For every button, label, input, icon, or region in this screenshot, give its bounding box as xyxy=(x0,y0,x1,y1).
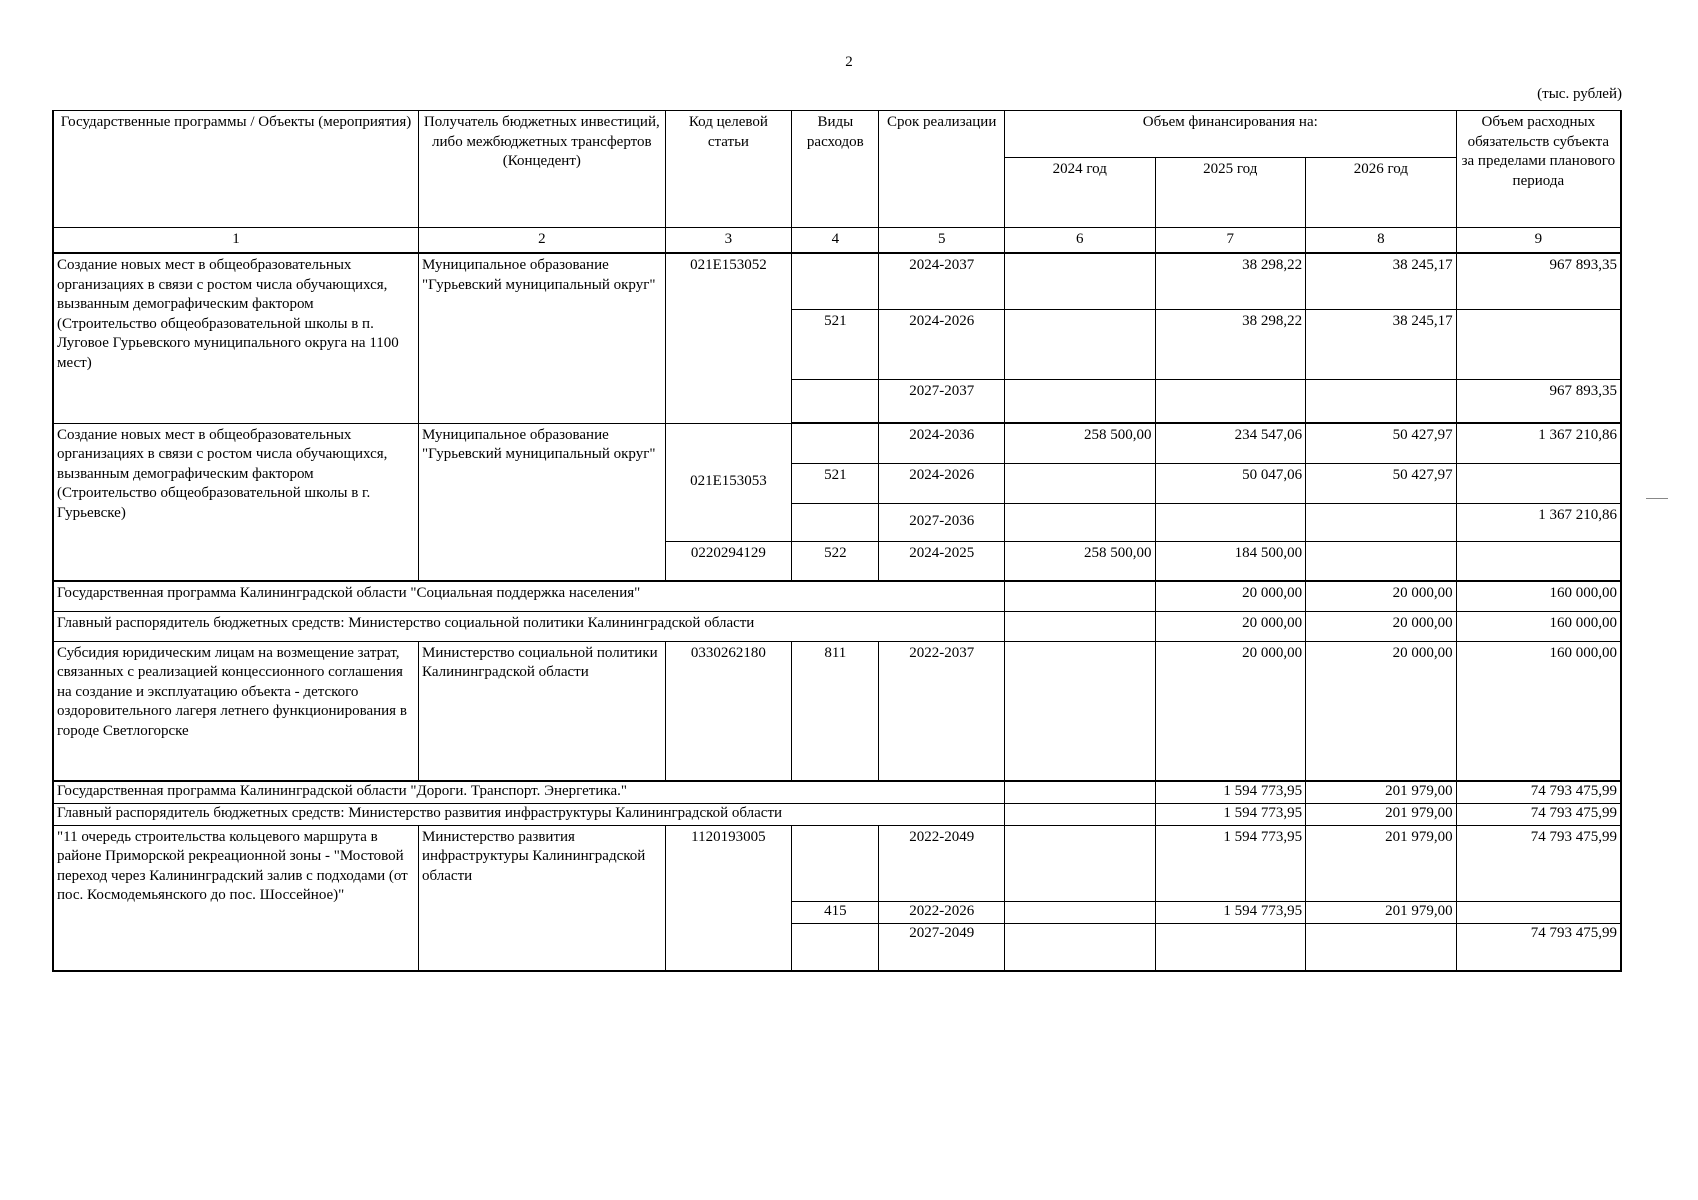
amount-2026: 50 427,97 xyxy=(1306,463,1457,503)
amount-2025: 50 047,06 xyxy=(1155,463,1306,503)
administrator-title: Главный распорядитель бюджетных средств: Министерство социальной политики Калининградской области xyxy=(53,611,1004,641)
amount-2024 xyxy=(1004,641,1155,781)
period-cell: 2024-2026 xyxy=(879,309,1004,379)
amount-2024 xyxy=(1004,503,1155,541)
amount-beyond: 74 793 475,99 xyxy=(1456,825,1621,901)
amount-2024: 258 500,00 xyxy=(1004,541,1155,581)
amount-2024 xyxy=(1004,611,1155,641)
table-row xyxy=(53,253,1621,309)
amount-2024 xyxy=(1004,923,1155,971)
object-name: Создание новых мест в общеобразовательных организациях в связи с ростом числа обучающихся, вызванным демографическим фактором (Строительство общеобразовательной школы в п. Луговое Гурьевского муниципального округа на 1100 мест) xyxy=(53,253,419,423)
period-cell: 2027-2036 xyxy=(879,503,1004,541)
object-name: Создание новых мест в общеобразовательных организациях в связи с ростом числа обучающихся, вызванным демографическим фактором (Строительство общеобразовательной школы в г. Гурьевске) xyxy=(53,423,419,581)
object-name: "11 очередь строительства кольцевого маршрута в районе Приморской рекреационной зоны - "Мостовой переход через Калининградский залив с подходами (от пос. Космодемьянского до пос. Шоссейное)" xyxy=(53,825,419,971)
target-code: 021E153053 xyxy=(665,423,792,541)
amount-2025: 1 594 773,95 xyxy=(1155,901,1306,923)
header-beyond-period: Объем расходных обязательств субъекта за пределами планового периода xyxy=(1456,111,1621,228)
amount-2026: 50 427,97 xyxy=(1306,423,1457,463)
column-number: 2 xyxy=(419,228,666,254)
amount-2026: 201 979,00 xyxy=(1306,781,1457,803)
table-row xyxy=(53,825,1621,901)
expense-type-cell xyxy=(792,423,879,463)
amount-2024 xyxy=(1004,803,1155,825)
expense-type-cell: 811 xyxy=(792,641,879,781)
header-year-2024: 2024 год xyxy=(1004,158,1155,228)
amount-2026 xyxy=(1306,379,1457,423)
amount-2026: 38 245,17 xyxy=(1306,253,1457,309)
header-programs: Государственные программы / Объекты (мероприятия) xyxy=(53,111,419,228)
recipient-name: Министерство социальной политики Калининградской области xyxy=(419,641,666,781)
amount-2024 xyxy=(1004,581,1155,611)
target-code: 0220294129 xyxy=(665,541,792,581)
amount-2026 xyxy=(1306,503,1457,541)
amount-beyond: 74 793 475,99 xyxy=(1456,923,1621,971)
amount-beyond: 160 000,00 xyxy=(1456,611,1621,641)
recipient-name: Министерство развития инфраструктуры Калининградской области xyxy=(419,825,666,971)
period-cell: 2024-2037 xyxy=(879,253,1004,309)
header-year-2026: 2026 год xyxy=(1306,158,1457,228)
amount-2026 xyxy=(1306,541,1457,581)
period-cell: 2027-2037 xyxy=(879,379,1004,423)
amount-2025 xyxy=(1155,923,1306,971)
program-title: Государственная программа Калининградской области "Дороги. Транспорт. Энергетика." xyxy=(53,781,1004,803)
header-recipient: Получатель бюджетных инвестиций, либо межбюджетных трансфертов (Концедент) xyxy=(419,111,666,228)
amount-2026 xyxy=(1306,923,1457,971)
administrator-title: Главный распорядитель бюджетных средств: Министерство развития инфраструктуры Калининградской области xyxy=(53,803,1004,825)
amount-beyond: 160 000,00 xyxy=(1456,641,1621,781)
expense-type-cell: 521 xyxy=(792,309,879,379)
amount-2026: 20 000,00 xyxy=(1306,611,1457,641)
amount-2025: 20 000,00 xyxy=(1155,581,1306,611)
amount-beyond: 967 893,35 xyxy=(1456,253,1621,309)
amount-2024 xyxy=(1004,463,1155,503)
column-number: 4 xyxy=(792,228,879,254)
column-number: 6 xyxy=(1004,228,1155,254)
amount-2025: 20 000,00 xyxy=(1155,641,1306,781)
amount-beyond: 1 367 210,86 xyxy=(1456,503,1621,541)
amount-2025: 1 594 773,95 xyxy=(1155,803,1306,825)
administrator-row xyxy=(53,803,1621,825)
column-number: 8 xyxy=(1306,228,1457,254)
period-cell: 2022-2049 xyxy=(879,825,1004,901)
expense-type-cell xyxy=(792,923,879,971)
amount-2024 xyxy=(1004,253,1155,309)
column-number: 5 xyxy=(879,228,1004,254)
units-label: (тыс. рублей) xyxy=(1537,86,1622,102)
page-number: 2 xyxy=(845,54,853,70)
amount-beyond: 74 793 475,99 xyxy=(1456,781,1621,803)
amount-2025: 38 298,22 xyxy=(1155,309,1306,379)
amount-2024 xyxy=(1004,309,1155,379)
amount-2024 xyxy=(1004,901,1155,923)
amount-2025: 1 594 773,95 xyxy=(1155,825,1306,901)
amount-2025: 184 500,00 xyxy=(1155,541,1306,581)
amount-2024: 258 500,00 xyxy=(1004,423,1155,463)
expense-type-cell xyxy=(792,379,879,423)
period-cell: 2024-2026 xyxy=(879,463,1004,503)
program-title: Государственная программа Калининградской области "Социальная поддержка населения" xyxy=(53,581,1004,611)
amount-beyond: 74 793 475,99 xyxy=(1456,803,1621,825)
amount-2025: 20 000,00 xyxy=(1155,611,1306,641)
amount-2026: 201 979,00 xyxy=(1306,825,1457,901)
amount-2025: 234 547,06 xyxy=(1155,423,1306,463)
column-number: 7 xyxy=(1155,228,1306,254)
period-cell: 2022-2026 xyxy=(879,901,1004,923)
expense-type-cell xyxy=(792,825,879,901)
recipient-name: Муниципальное образование "Гурьевский муниципальный округ" xyxy=(419,423,666,581)
amount-2024 xyxy=(1004,379,1155,423)
program-row xyxy=(53,781,1621,803)
header-expense-type: Виды расходов xyxy=(792,111,879,228)
header-year-2025: 2025 год xyxy=(1155,158,1306,228)
amount-2025 xyxy=(1155,379,1306,423)
budget-investments-table xyxy=(52,110,1622,972)
amount-beyond xyxy=(1456,541,1621,581)
program-row xyxy=(53,581,1621,611)
expense-type-cell: 415 xyxy=(792,901,879,923)
header-period: Срок реализации xyxy=(879,111,1004,228)
expense-type-cell xyxy=(792,503,879,541)
target-code: 0330262180 xyxy=(665,641,792,781)
amount-beyond: 160 000,00 xyxy=(1456,581,1621,611)
amount-beyond: 1 367 210,86 xyxy=(1456,423,1621,463)
amount-beyond xyxy=(1456,309,1621,379)
amount-2024 xyxy=(1004,825,1155,901)
period-cell: 2022-2037 xyxy=(879,641,1004,781)
column-number: 3 xyxy=(665,228,792,254)
period-cell: 2027-2049 xyxy=(879,923,1004,971)
amount-2025: 38 298,22 xyxy=(1155,253,1306,309)
column-numbers-row xyxy=(53,228,1621,254)
target-code: 021E153052 xyxy=(665,253,792,423)
period-cell: 2024-2036 xyxy=(879,423,1004,463)
amount-2025 xyxy=(1155,503,1306,541)
amount-2026: 20 000,00 xyxy=(1306,581,1457,611)
amount-beyond xyxy=(1456,901,1621,923)
object-name: Субсидия юридическим лицам на возмещение затрат, связанных с реализацией концессионного соглашения на создание и эксплуатацию объекта - детского оздоровительного лагеря летнего функционирования в городе Светлогорске xyxy=(53,641,419,781)
header-code: Код целевой статьи xyxy=(665,111,792,228)
expense-type-cell: 521 xyxy=(792,463,879,503)
amount-2026: 201 979,00 xyxy=(1306,803,1457,825)
table-row xyxy=(53,641,1621,781)
expense-type-cell: 522 xyxy=(792,541,879,581)
scan-mark xyxy=(1646,498,1668,499)
amount-2026: 38 245,17 xyxy=(1306,309,1457,379)
amount-beyond: 967 893,35 xyxy=(1456,379,1621,423)
column-number: 1 xyxy=(53,228,419,254)
amount-2025: 1 594 773,95 xyxy=(1155,781,1306,803)
target-code: 1120193005 xyxy=(665,825,792,971)
amount-2026: 20 000,00 xyxy=(1306,641,1457,781)
expense-type-cell xyxy=(792,253,879,309)
recipient-name: Муниципальное образование "Гурьевский муниципальный округ" xyxy=(419,253,666,423)
amount-2026: 201 979,00 xyxy=(1306,901,1457,923)
period-cell: 2024-2025 xyxy=(879,541,1004,581)
table-row xyxy=(53,423,1621,463)
amount-2024 xyxy=(1004,781,1155,803)
amount-beyond xyxy=(1456,463,1621,503)
header-funding-group: Объем финансирования на: xyxy=(1004,111,1456,158)
administrator-row xyxy=(53,611,1621,641)
column-number: 9 xyxy=(1456,228,1621,254)
